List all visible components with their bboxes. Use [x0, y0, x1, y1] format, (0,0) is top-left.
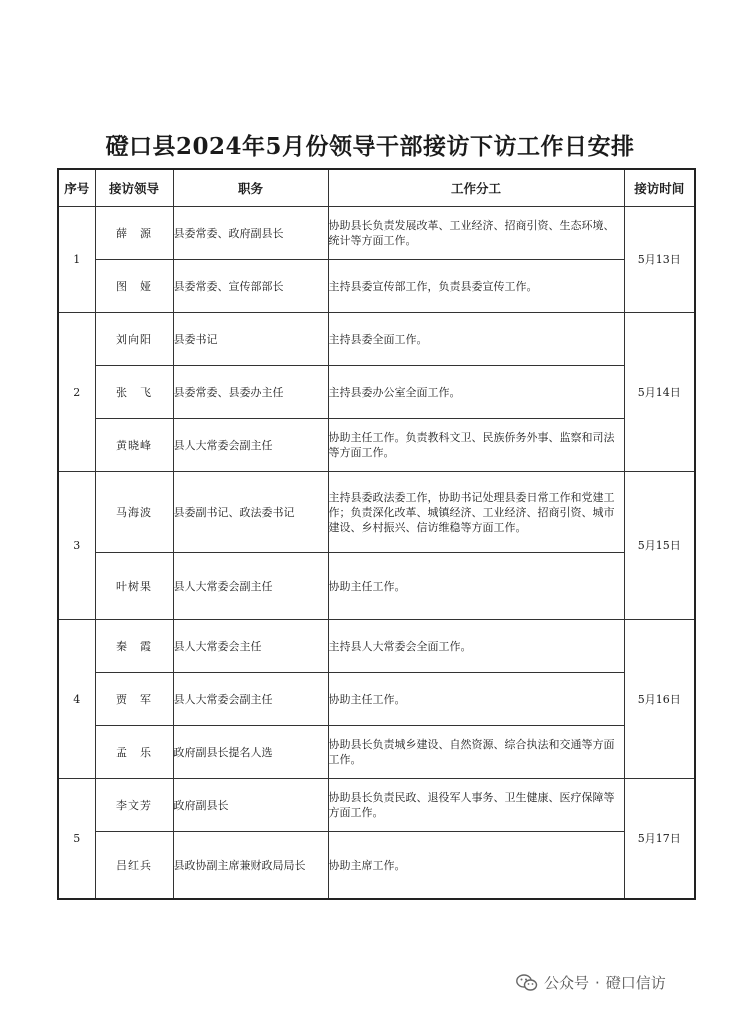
header-post: 职务 — [173, 169, 328, 207]
leader-duty: 协助县长负责民政、退役军人事务、卫生健康、医疗保障等方面工作。 — [328, 779, 624, 832]
leader-post: 县政协副主席兼财政局局长 — [173, 832, 328, 900]
leader-post: 县人大常委会副主任 — [173, 553, 328, 620]
wechat-watermark — [516, 972, 666, 993]
footer-separator: · — [595, 973, 600, 992]
leader-post: 县委书记 — [173, 313, 328, 366]
leader-name: 刘向阳 — [95, 313, 173, 366]
leader-duty: 主持县委办公室全面工作。 — [328, 366, 624, 419]
leader-name: 秦 霞 — [95, 620, 173, 673]
table-header-row — [58, 169, 695, 207]
leader-name: 吕红兵 — [95, 832, 173, 900]
leader-name: 孟 乐 — [95, 726, 173, 779]
header-duty: 工作分工 — [328, 169, 624, 207]
leader-duty: 协助主任工作。 — [328, 553, 624, 620]
leader-duty: 协助主任工作。 — [328, 673, 624, 726]
group-number: 1 — [58, 207, 95, 313]
group-number: 5 — [58, 779, 95, 900]
page-title: 磴口县2024年5月份领导干部接访下访工作日安排 — [105, 133, 635, 160]
leader-duty: 协助主任工作。负责教科文卫、民族侨务外事、监察和司法等方面工作。 — [328, 419, 624, 472]
wechat-icon — [516, 974, 538, 992]
visit-date: 5月14日 — [624, 313, 695, 472]
leader-post: 县委常委、宣传部部长 — [173, 260, 328, 313]
table-row — [58, 313, 695, 366]
footer-label: 公众号 — [544, 974, 590, 992]
group-number: 2 — [58, 313, 95, 472]
table-row — [58, 620, 695, 673]
leader-name: 黄晓峰 — [95, 419, 173, 472]
leader-post: 政府副县长提名人选 — [173, 726, 328, 779]
table-row — [58, 366, 695, 419]
leader-post: 县人大常委会副主任 — [173, 419, 328, 472]
leader-duty: 主持县委政法委工作，协助书记处理县委日常工作和党建工作；负责深化改革、城镇经济、工业经济、招商引资、城市建设、乡村振兴、信访维稳等方面工作。 — [328, 472, 624, 553]
table-row — [58, 779, 695, 832]
leader-name: 李文芳 — [95, 779, 173, 832]
group-number: 4 — [58, 620, 95, 779]
table-row — [58, 673, 695, 726]
leader-name: 薛 源 — [95, 207, 173, 260]
leader-duty: 协助主席工作。 — [328, 832, 624, 900]
table-row — [58, 726, 695, 779]
leader-name: 张 飞 — [95, 366, 173, 419]
leader-post: 政府副县长 — [173, 779, 328, 832]
leader-post: 县人大常委会主任 — [173, 620, 328, 673]
leader-duty: 协助县长负责发展改革、工业经济、招商引资、生态环境、统计等方面工作。 — [328, 207, 624, 260]
leader-name: 图 娅 — [95, 260, 173, 313]
leader-duty: 协助县长负责城乡建设、自然资源、综合执法和交通等方面工作。 — [328, 726, 624, 779]
leader-post: 县委副书记、政法委书记 — [173, 472, 328, 553]
leader-name: 叶树果 — [95, 553, 173, 620]
table-row — [58, 472, 695, 553]
leader-duty: 主持县委宣传部工作，负责县委宣传工作。 — [328, 260, 624, 313]
visit-date: 5月17日 — [624, 779, 695, 900]
leader-post: 县人大常委会副主任 — [173, 673, 328, 726]
schedule-table — [57, 168, 696, 900]
leader-duty: 主持县人大常委会全面工作。 — [328, 620, 624, 673]
header-date: 接访时间 — [624, 169, 695, 207]
leader-post: 县委常委、政府副县长 — [173, 207, 328, 260]
visit-date: 5月15日 — [624, 472, 695, 620]
table-row — [58, 260, 695, 313]
header-leader: 接访领导 — [95, 169, 173, 207]
header-no: 序号 — [58, 169, 95, 207]
table-row — [58, 419, 695, 472]
visit-date: 5月13日 — [624, 207, 695, 313]
group-number: 3 — [58, 472, 95, 620]
table-row — [58, 553, 695, 620]
leader-duty: 主持县委全面工作。 — [328, 313, 624, 366]
visit-date: 5月16日 — [624, 620, 695, 779]
leader-name: 马海波 — [95, 472, 173, 553]
leader-name: 贾 军 — [95, 673, 173, 726]
table-row — [58, 207, 695, 260]
table-row — [58, 832, 695, 900]
footer-account: 磴口信访 — [605, 974, 666, 992]
leader-post: 县委常委、县委办主任 — [173, 366, 328, 419]
